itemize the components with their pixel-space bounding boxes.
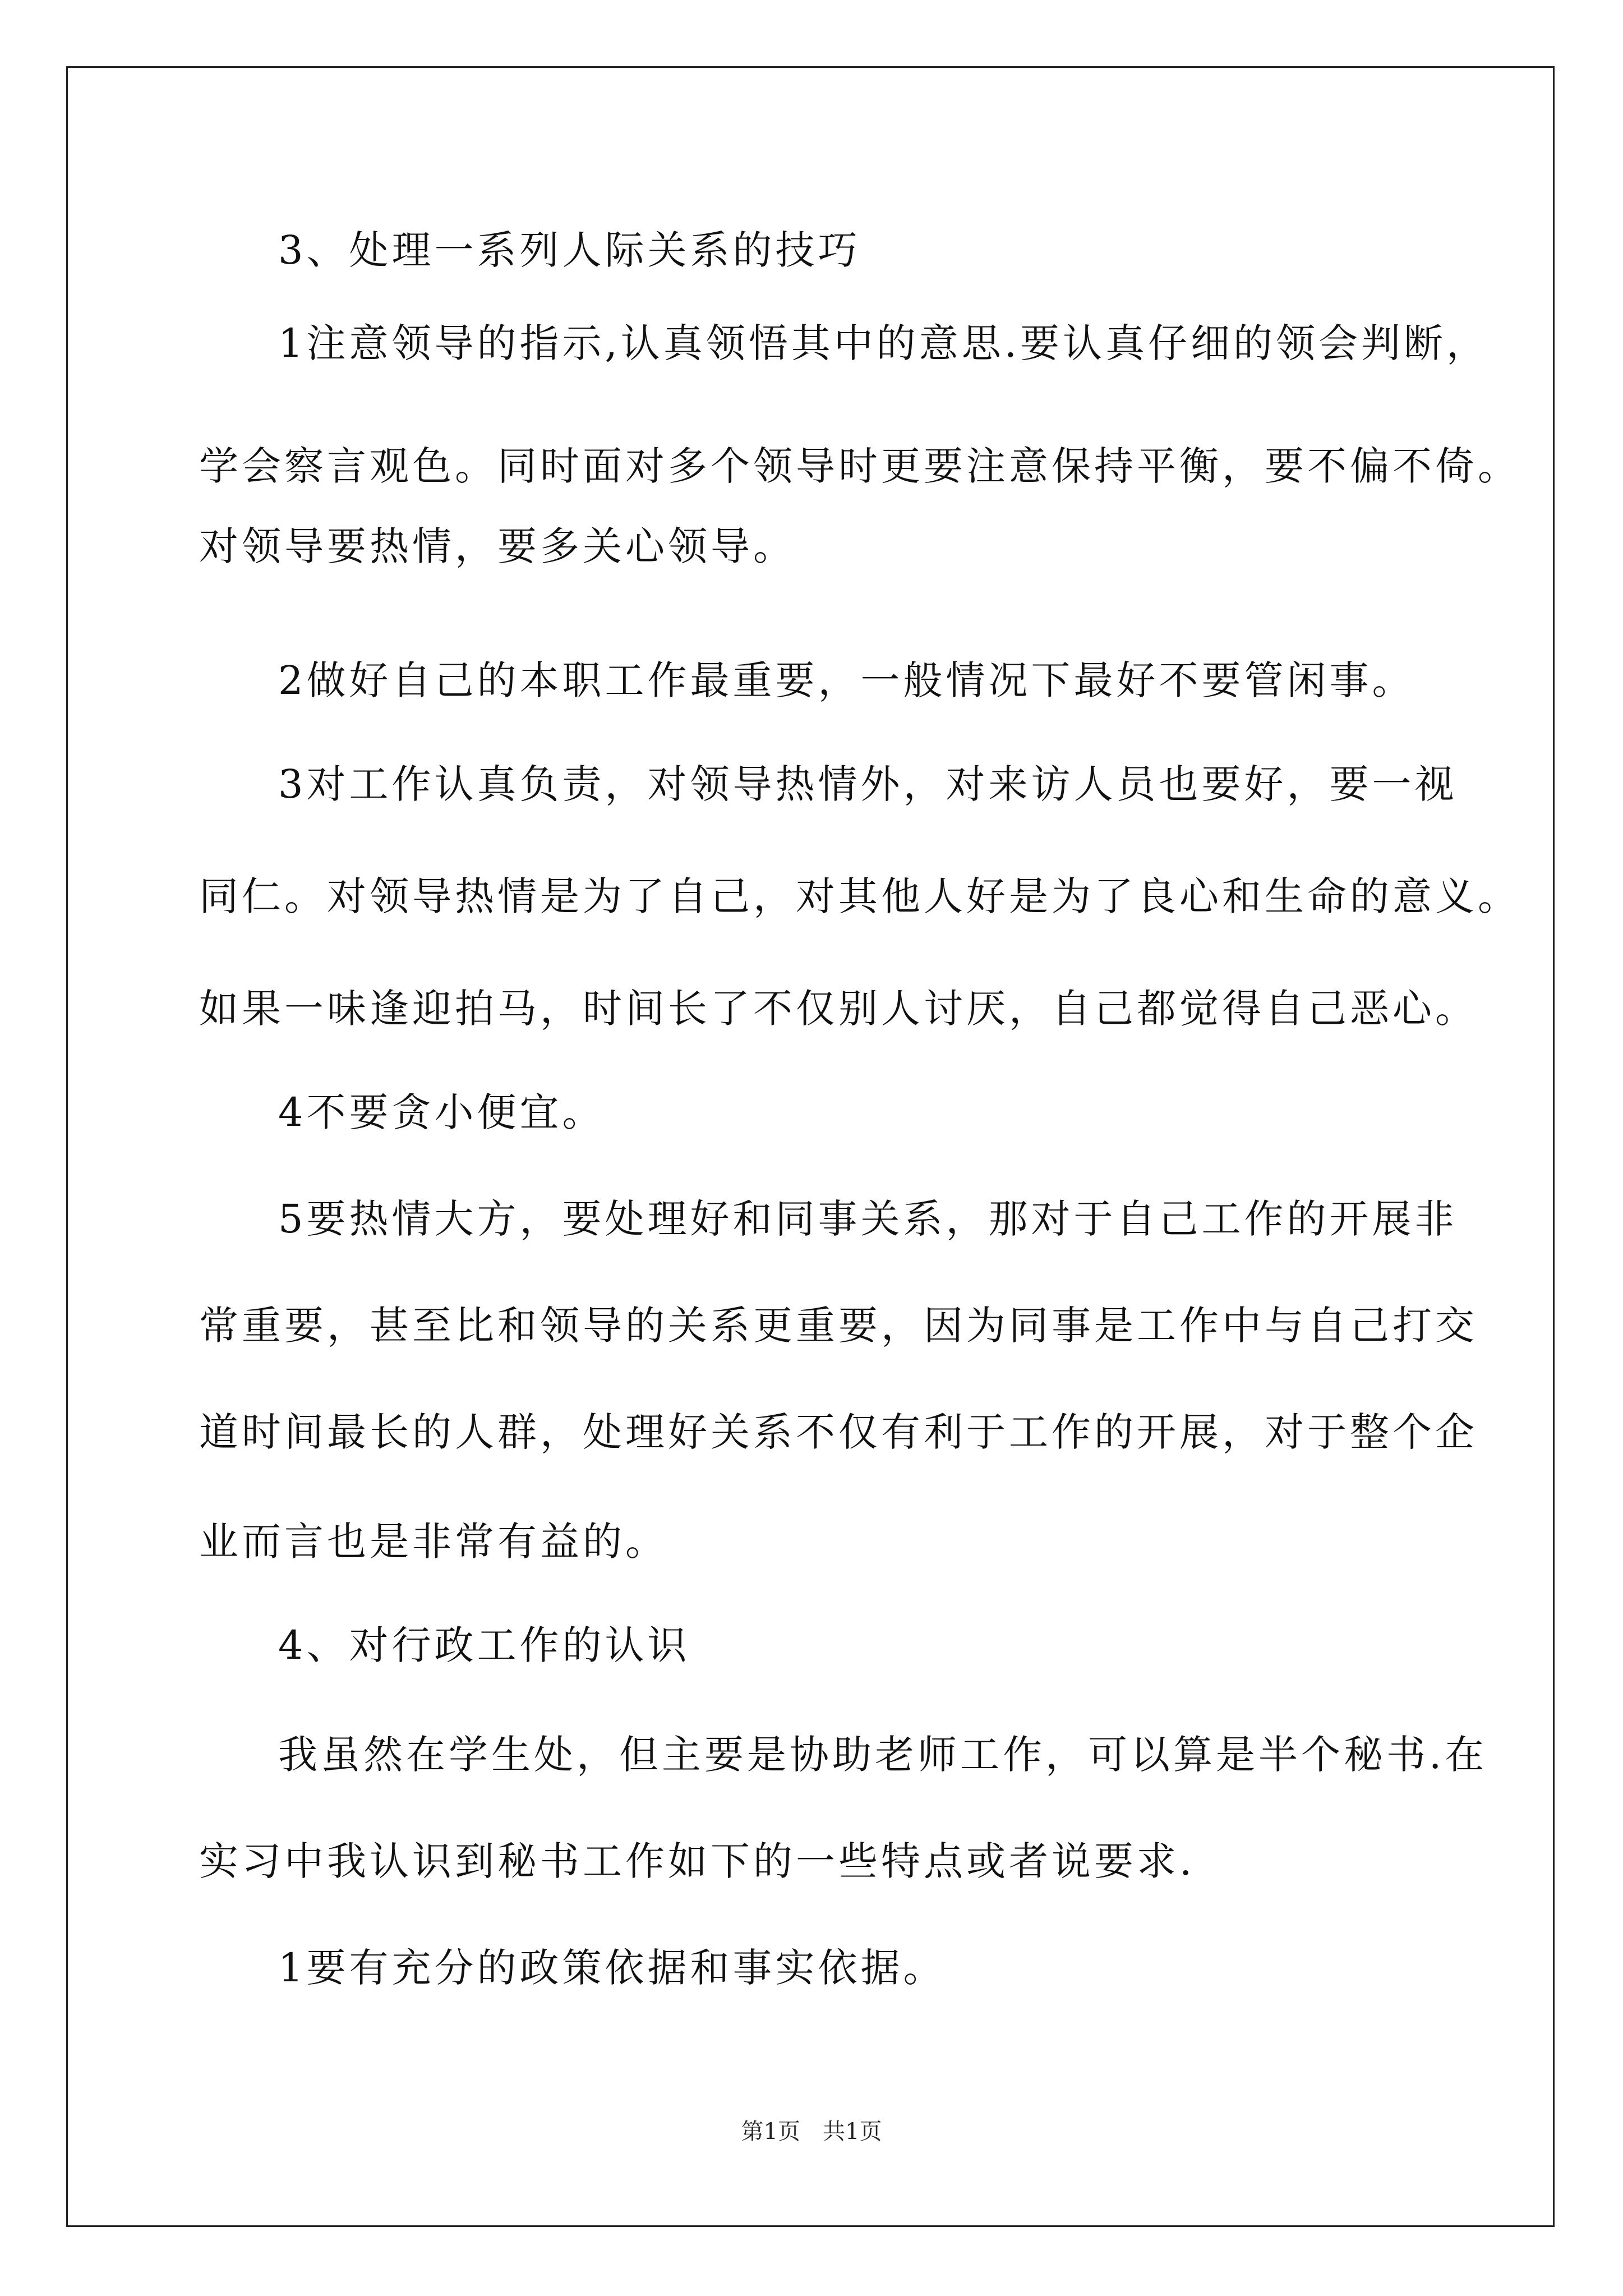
paragraph-line: 5要热情大方，要处理好和同事关系，那对于自己工作的开展非 [278, 1196, 1458, 1242]
page-border [66, 66, 1555, 2227]
paragraph-line: 道时间最长的人群，处理好关系不仅有利于工作的开展，对于整个企 [199, 1409, 1478, 1455]
paragraph-line: 实习中我认识到秘书工作如下的一些特点或者说要求. [199, 1838, 1196, 1884]
paragraph-line: 常重要，甚至比和领导的关系更重要，因为同事是工作中与自己打交 [199, 1303, 1478, 1349]
page-footer: 第1页 共1页 [741, 2119, 882, 2145]
paragraph-line: 1注意领导的指示,认真领悟其中的意思.要认真仔细的领会判断， [278, 320, 1490, 366]
paragraph-line: 4不要贪小便宜。 [278, 1089, 605, 1135]
paragraph-line: 1要有充分的政策依据和事实依据。 [278, 1945, 946, 1991]
paragraph-line: 我虽然在学生处，但主要是协助老师工作，可以算是半个秘书.在 [278, 1732, 1488, 1778]
paragraph-line: 同仁。对领导热情是为了自己，对其他人好是为了良心和生命的意义。 [199, 873, 1520, 919]
section-heading: 3、处理一系列人际关系的技巧 [278, 227, 861, 273]
paragraph-line: 业而言也是非常有益的。 [199, 1519, 668, 1565]
paragraph-line: 3对工作认真负责，对领导热情外，对来访人员也要好，要一视 [278, 761, 1458, 807]
paragraph-line: 2做好自己的本职工作最重要，一般情况下最好不要管闲事。 [278, 657, 1415, 703]
paragraph-line: 如果一味逢迎拍马，时间长了不仅别人讨厌，自己都觉得自己恶心。 [199, 986, 1478, 1032]
section-heading: 4、对行政工作的认识 [278, 1622, 690, 1668]
paragraph-line: 对领导要热情，要多关心领导。 [199, 523, 796, 569]
paragraph-line: 学会察言观色。同时面对多个领导时更要注意保持平衡，要不偏不倚。 [199, 443, 1520, 489]
